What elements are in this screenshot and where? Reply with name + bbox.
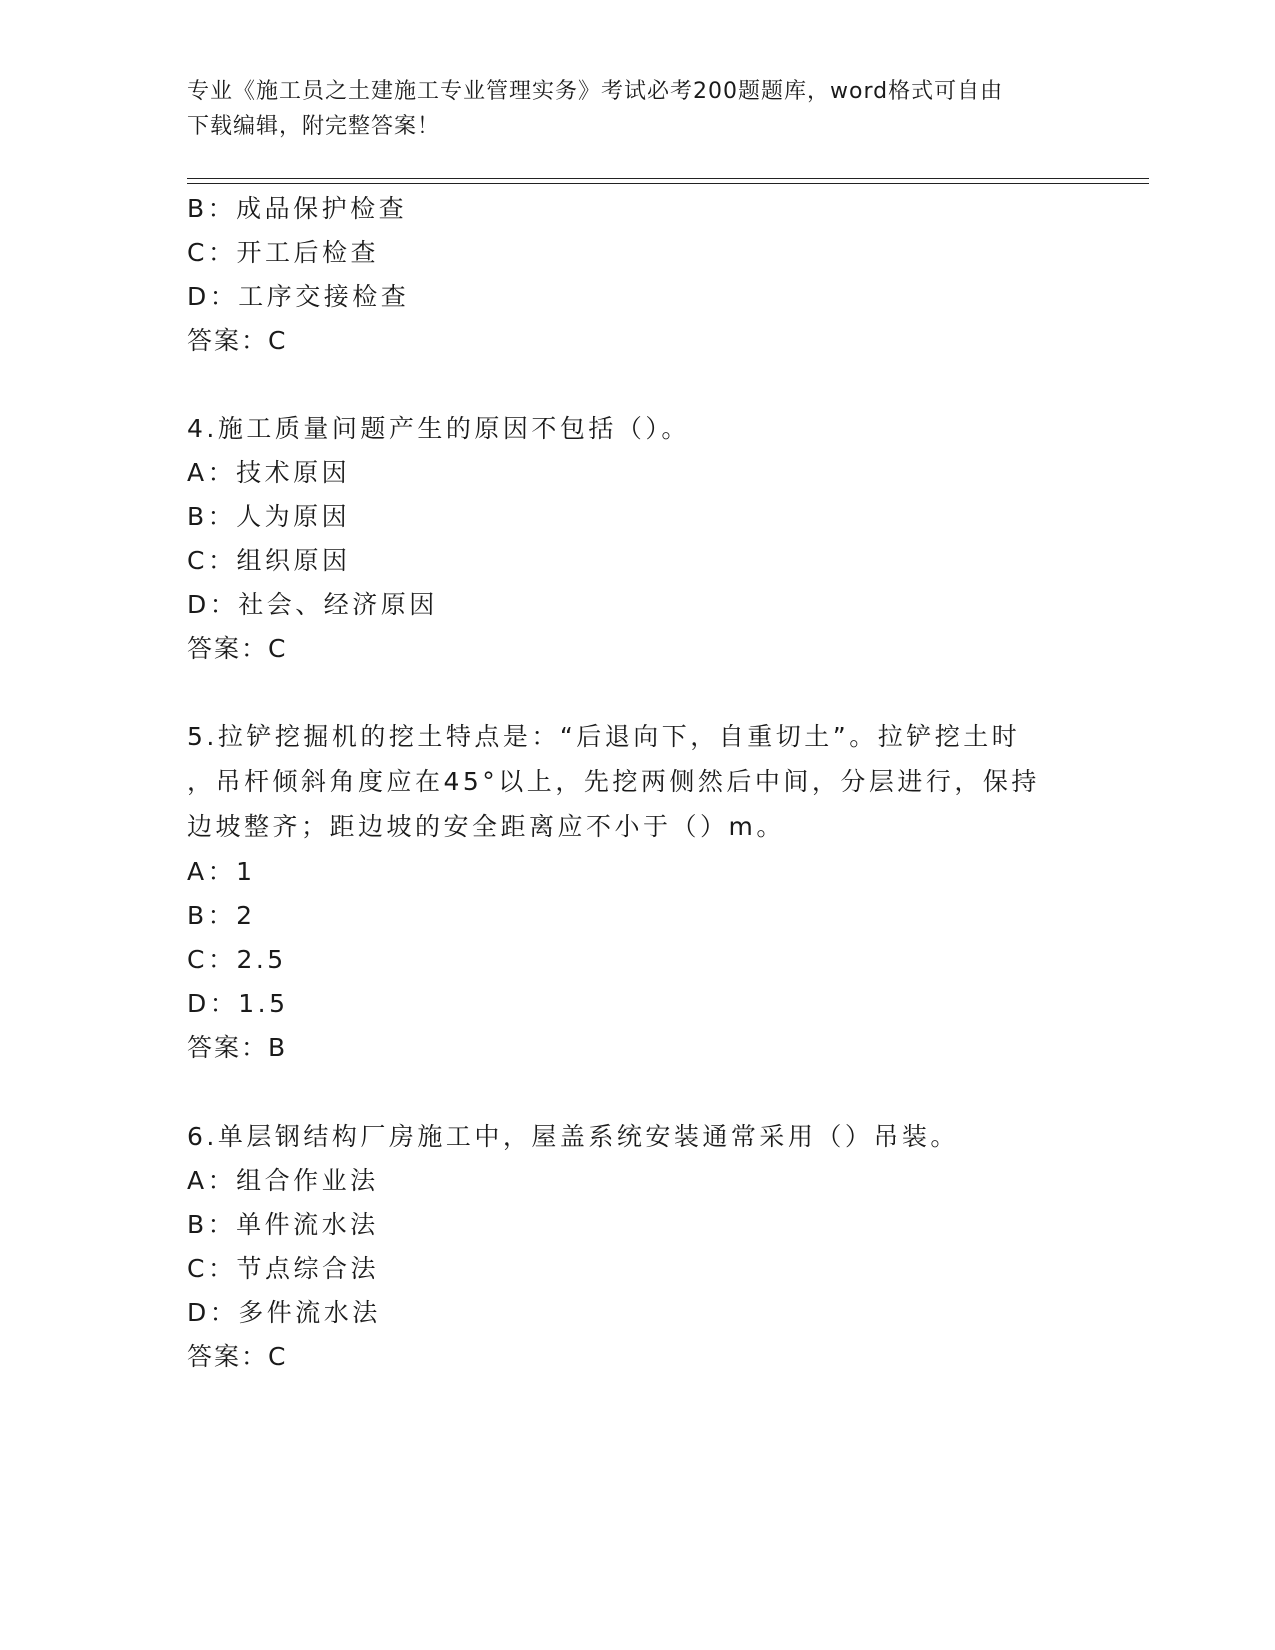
q3-option-d: D：工序交接检查 [187, 282, 410, 311]
header-divider-bottom [187, 183, 1149, 184]
document-header [187, 74, 1067, 144]
q4-option-c: C：组织原因 [187, 546, 351, 575]
q6-option-b: B：单件流水法 [187, 1210, 379, 1239]
header-divider-top [187, 178, 1149, 179]
q5-option-d: D：1.5 [187, 989, 289, 1018]
q6-answer: 答案：C [187, 1342, 288, 1371]
header-line-1: 专业《施工员之土建施工专业管理实务》考试必考200题题库，word格式可自由 [187, 79, 1004, 104]
q3-answer: 答案：C [187, 326, 288, 355]
q5-stem-line-2: ，吊杆倾斜角度应在45°以上，先挖两侧然后中间，分层进行，保持 [187, 767, 1040, 796]
q3-option-b: B：成品保护检查 [187, 194, 408, 223]
q5-option-c: C：2.5 [187, 945, 287, 974]
q5-option-a: A：1 [187, 857, 256, 886]
q6-option-d: D：多件流水法 [187, 1298, 381, 1327]
q4-option-d: D：社会、经济原因 [187, 590, 438, 619]
q3-option-c: C：开工后检查 [187, 238, 379, 267]
q4-answer: 答案：C [187, 634, 288, 663]
q6-stem: 6.单层钢结构厂房施工中，屋盖系统安装通常采用（）吊装。 [187, 1122, 959, 1151]
q4-option-b: B：人为原因 [187, 502, 351, 531]
q5-option-b: B：2 [187, 901, 256, 930]
header-line-2: 下载编辑，附完整答案！ [187, 114, 441, 139]
q6-option-c: C：节点综合法 [187, 1254, 379, 1283]
q4-stem: 4.施工质量问题产生的原因不包括（）。 [187, 414, 690, 443]
q5-stem-line-3: 边坡整齐；距边坡的安全距离应不小于（）m。 [187, 812, 785, 841]
q5-answer: 答案：B [187, 1033, 288, 1062]
q6-option-a: A：组合作业法 [187, 1166, 379, 1195]
q5-stem-line-1: 5.拉铲挖掘机的挖土特点是：“后退向下，自重切土”。拉铲挖土时 [187, 722, 1021, 751]
q4-option-a: A：技术原因 [187, 458, 351, 487]
